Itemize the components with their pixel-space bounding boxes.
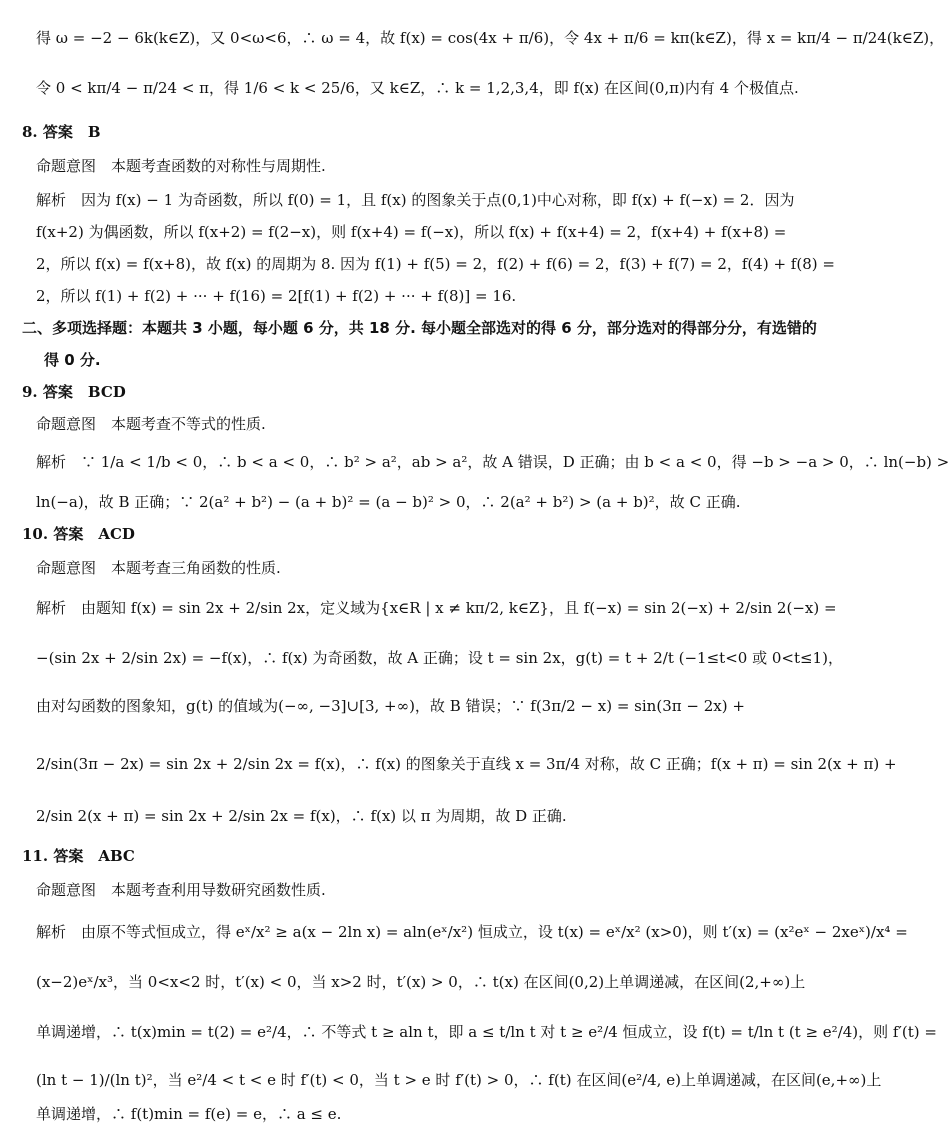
text-line <box>0 806 836 826</box>
line-text: 命题意图 本题考查利用导数研究函数性质. <box>36 881 326 899</box>
line-text: 8. 答案 B <box>22 123 101 141</box>
line-text: 9. 答案 BCD <box>22 383 126 401</box>
answer-heading <box>0 846 822 866</box>
line-text: 解析 由原不等式恒成立，得 eˣ/x² ≥ a(x − 2ln x) = aln(eˣ/x²) 恒成立，设 t(x) = eˣ/x² (x>0)，则 t′(x) = (x²eˣ − 2xeˣ)/x⁴ = <box>36 923 908 941</box>
text-line <box>0 1104 836 1124</box>
line-text: 单调递增，∴ t(x)min = t(2) = e²/4，∴ 不等式 t ≥ aln t，即 a ≤ t/ln t 对 t ≥ e²/4 恒成立，设 f(t) = t/ln t (t ≥ e²/4)，则 f′(t) = <box>36 1023 937 1041</box>
line-text: 11. 答案 ABC <box>22 847 135 865</box>
analysis-line <box>0 922 908 942</box>
intent-line <box>0 414 836 434</box>
text-line <box>0 648 843 668</box>
section-heading-cont <box>0 350 844 370</box>
text-line <box>0 286 836 306</box>
analysis-line <box>0 598 836 618</box>
text-line <box>0 78 836 98</box>
line-text: 单调递增，∴ f(t)min = f(e) = e，∴ a ≤ e. <box>36 1105 342 1123</box>
analysis-line <box>0 452 949 472</box>
text-line <box>0 254 836 274</box>
intent-line <box>0 558 836 578</box>
line-text: 令 0 < kπ/4 − π/24 < π，得 1/6 < k < 25/6，又 k∈Z，∴ k = 1,2,3,4，即 f(x) 在区间(0,π)内有 4 个极值点. <box>36 79 799 97</box>
line-text: 得 0 分. <box>44 351 101 369</box>
line-text: 命题意图 本题考查三角函数的性质. <box>36 559 281 577</box>
line-text: −(sin 2x + 2/sin 2x) = −f(x)，∴ f(x) 为奇函数，故 A 正确；设 t = sin 2x，g(t) = t + 2/t (−1≤t<0 或 0<t≤1)， <box>36 649 843 667</box>
answer-heading <box>0 122 822 142</box>
line-text: f(x+2) 为偶函数，所以 f(x+2) = f(2−x)，则 f(x+4) = f(−x)，所以 f(x) + f(x+4) = 2，f(x+4) + f(x+8) = <box>36 223 787 241</box>
section-heading <box>0 318 822 338</box>
line-text: 命题意图 本题考查函数的对称性与周期性. <box>36 157 326 175</box>
line-text: 解析 因为 f(x) − 1 为奇函数，所以 f(0) = 1，且 f(x) 的图象关于点(0,1)中心对称，即 f(x) + f(−x) = 2．因为 <box>36 191 795 209</box>
text-line <box>0 28 945 48</box>
line-text: 2，所以 f(1) + f(2) + ··· + f(16) = 2[f(1) + f(2) + ··· + f(8)] = 16. <box>36 287 517 305</box>
text-line <box>0 696 836 716</box>
line-text: (ln t − 1)/(ln t)²，当 e²/4 < t < e 时 f′(t) < 0，当 t > e 时 f′(t) > 0，∴ f(t) 在区间(e²/4, e)上单调递减，在区间(e,+∞)上 <box>36 1071 882 1089</box>
answer-heading <box>0 382 822 402</box>
line-text: 2，所以 f(x) = f(x+8)，故 f(x) 的周期为 8. 因为 f(1) + f(5) = 2，f(2) + f(6) = 2，f(3) + f(7) = 2，f(4) + f(8) = <box>36 255 835 273</box>
text-line <box>0 754 897 774</box>
text-line <box>0 492 836 512</box>
answer-heading <box>0 524 822 544</box>
line-text: 2/sin(3π − 2x) = sin 2x + 2/sin 2x = f(x)，∴ f(x) 的图象关于直线 x = 3π/4 对称，故 C 正确；f(x + π) = sin 2(x + π) + <box>36 755 897 773</box>
text-line <box>0 1022 937 1042</box>
text-line <box>0 972 836 992</box>
intent-line <box>0 880 836 900</box>
line-text: 命题意图 本题考查不等式的性质. <box>36 415 266 433</box>
line-text: 2/sin 2(x + π) = sin 2x + 2/sin 2x = f(x)，∴ f(x) 以 π 为周期，故 D 正确. <box>36 807 567 825</box>
line-text: 二、多项选择题：本题共 3 小题，每小题 6 分，共 18 分. 每小题全部选对的得 6 分，部分选对的得部分分，有选错的 <box>22 319 817 337</box>
line-text: (x−2)eˣ/x³，当 0<x<2 时，t′(x) < 0，当 x>2 时，t′(x) > 0，∴ t(x) 在区间(0,2)上单调递减，在区间(2,+∞)上 <box>36 973 806 991</box>
line-text: 得 ω = −2 − 6k(k∈Z)，又 0<ω<6，∴ ω = 4，故 f(x) = cos(4x + π/6)，令 4x + π/6 = kπ(k∈Z)，得 x = kπ/4 − π/24(k∈Z)， <box>36 29 945 47</box>
intent-line <box>0 156 836 176</box>
text-line <box>0 222 836 242</box>
line-text: 解析 ∵ 1/a < 1/b < 0，∴ b < a < 0，∴ b² > a²，ab > a²，故 A 错误，D 正确；由 b < a < 0，得 −b > −a > 0，∴ ln(−b) > <box>36 453 949 471</box>
line-text: 由对勾函数的图象知，g(t) 的值域为(−∞, −3]∪[3, +∞)，故 B 错误；∵ f(3π/2 − x) = sin(3π − 2x) + <box>36 697 745 715</box>
line-text: 10. 答案 ACD <box>22 525 135 543</box>
analysis-line <box>0 190 836 210</box>
line-text: ln(−a)，故 B 正确；∵ 2(a² + b²) − (a + b)² = (a − b)² > 0，∴ 2(a² + b²) > (a + b)²，故 C 正确. <box>36 493 741 511</box>
line-text: 解析 由题知 f(x) = sin 2x + 2/sin 2x，定义域为{x∈R | x ≠ kπ/2, k∈Z}，且 f(−x) = sin 2(−x) + 2/sin 2(−x) = <box>36 599 837 617</box>
text-line <box>0 1070 882 1090</box>
